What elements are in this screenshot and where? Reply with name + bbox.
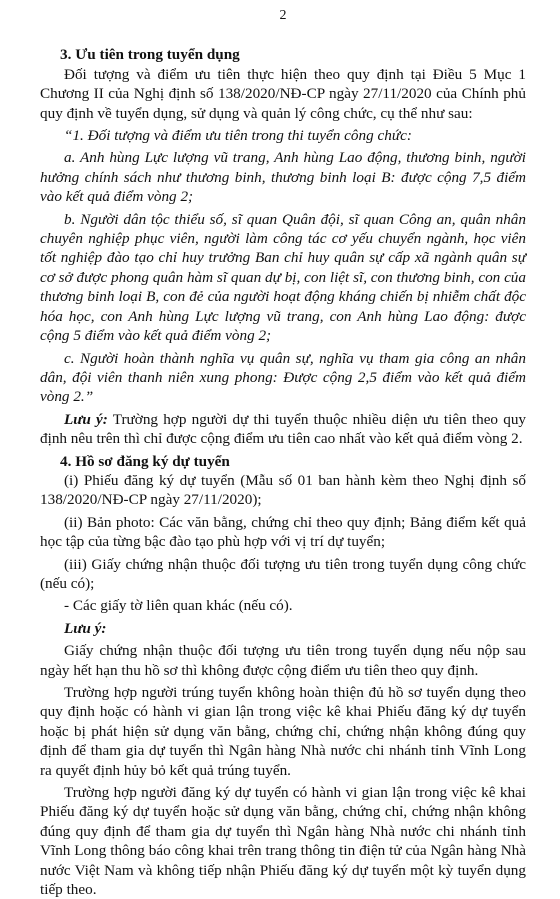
document-item-2: (ii) Bản photo: Các văn bằng, chứng chỉ theo quy định; Bảng điểm kết quả học tập của từng bậc đào tạo phù hợp với vị trí dự tuyển; bbox=[40, 513, 526, 551]
section-3-note-text: Trường hợp người dự thi tuyển thuộc nhiều diện ưu tiên theo quy định nêu trên thì chỉ được cộng điểm ưu tiên cao nhất vào kết quả điểm vòng 2. bbox=[40, 410, 527, 448]
quote-item-a: a. Anh hùng Lực lượng vũ trang, Anh hùng Lao động, thương binh, người hưởng chính sách như thương binh, thương binh loại B: được cộng 7,5 điểm vào kết quả điểm vòng 2; bbox=[40, 149, 526, 206]
section-4-note-paragraph-1: Giấy chứng nhận thuộc đối tượng ưu tiên trong tuyển dụng nếu nộp sau ngày hết hạn thu hồ sơ thì không được cộng điểm ưu tiên theo quy định. bbox=[40, 642, 526, 679]
page-number: 2 bbox=[279, 8, 287, 23]
section-4-heading: 4. Hồ sơ đăng ký dự tuyển bbox=[60, 452, 230, 470]
section-4-note-paragraph-3: Trường hợp người đăng ký dự tuyển có hành vi gian lận trong việc kê khai Phiếu đăng ký dự tuyển hoặc sử dụng văn bằng, chứng chỉ, chứng nhận không đúng quy định để tham gia dự tuyển thì Ngân hàng Nhà nước chi nhánh tỉnh Vĩnh Long thông báo công khai trên trang thông tin điện tử của Ngân hàng Nhà nước Việt Nam và không tiếp nhận Phiếu đăng ký dự tuyển một kỳ tuyển dụng tiếp theo. bbox=[40, 784, 526, 899]
document-item-3: (iii) Giấy chứng nhận thuộc đối tượng ưu tiên trong tuyển dụng công chức (nếu có); bbox=[40, 555, 526, 592]
section-4-note-label: Lưu ý: bbox=[64, 619, 107, 637]
quote-item-b: b. Người dân tộc thiểu số, sĩ quan Quân đội, sĩ quan Công an, quân nhân chuyên nghiệp phục viên, người làm công tác cơ yếu chuyển ngành, học viên tốt nghiệp đào tạo chỉ huy trưởng Ban chỉ huy quân sự cấp xã ngành quân sự cơ sở được phong quân hàm sĩ quan dự bị, con liệt sĩ, con thương binh, con của thương binh loại B, con đẻ của người hoạt động kháng chiến bị nhiễm chất độc hóa học, con Anh hùng Lực lượng vũ trang, con Anh hùng Lao động: được cộng 5 điểm vào kết quả điểm vòng 2; bbox=[40, 210, 526, 345]
section-3-note bbox=[40, 410, 526, 449]
quote-item-c: c. Người hoàn thành nghĩa vụ quân sự, nghĩa vụ tham gia công an nhân dân, đội viên thanh niên xung phong: Được cộng 2,5 điểm vào kết quả điểm vòng 2.” bbox=[40, 349, 526, 406]
document-item-1: (i) Phiếu đăng ký dự tuyển (Mẫu số 01 ban hành kèm theo Nghị định số 138/2020/NĐ-CP ngày 27/11/2020); bbox=[40, 471, 526, 509]
section-3-note-label: Lưu ý: bbox=[64, 410, 108, 428]
quote-title: “1. Đối tượng và điểm ưu tiên trong thi tuyển công chức: bbox=[64, 127, 412, 145]
document-item-4: - Các giấy tờ liên quan khác (nếu có). bbox=[64, 597, 293, 615]
section-3-intro: Đối tượng và điểm ưu tiên thực hiện theo quy định tại Điều 5 Mục 1 Chương II của Nghị định số 138/2020/NĐ-CP ngày 27/11/2020 của Chính phủ quy định về tuyển dụng, sử dụng và quản lý công chức, cụ thể như sau: bbox=[40, 65, 526, 122]
section-4-note-paragraph-2: Trường hợp người trúng tuyển không hoàn thiện đủ hồ sơ tuyển dụng theo quy định hoặc có hành vi gian lận trong việc kê khai Phiếu đăng ký dự tuyển hoặc bị phát hiện sử dụng văn bằng, chứng chỉ, chứng nhận không đúng quy định để tham gia dự tuyển thì Ngân hàng Nhà nước chi nhánh tỉnh Vĩnh Long ra quyết định hủy bỏ kết quả trúng tuyển. bbox=[40, 684, 526, 779]
section-3-heading: 3. Ưu tiên trong tuyển dụng bbox=[60, 46, 240, 64]
